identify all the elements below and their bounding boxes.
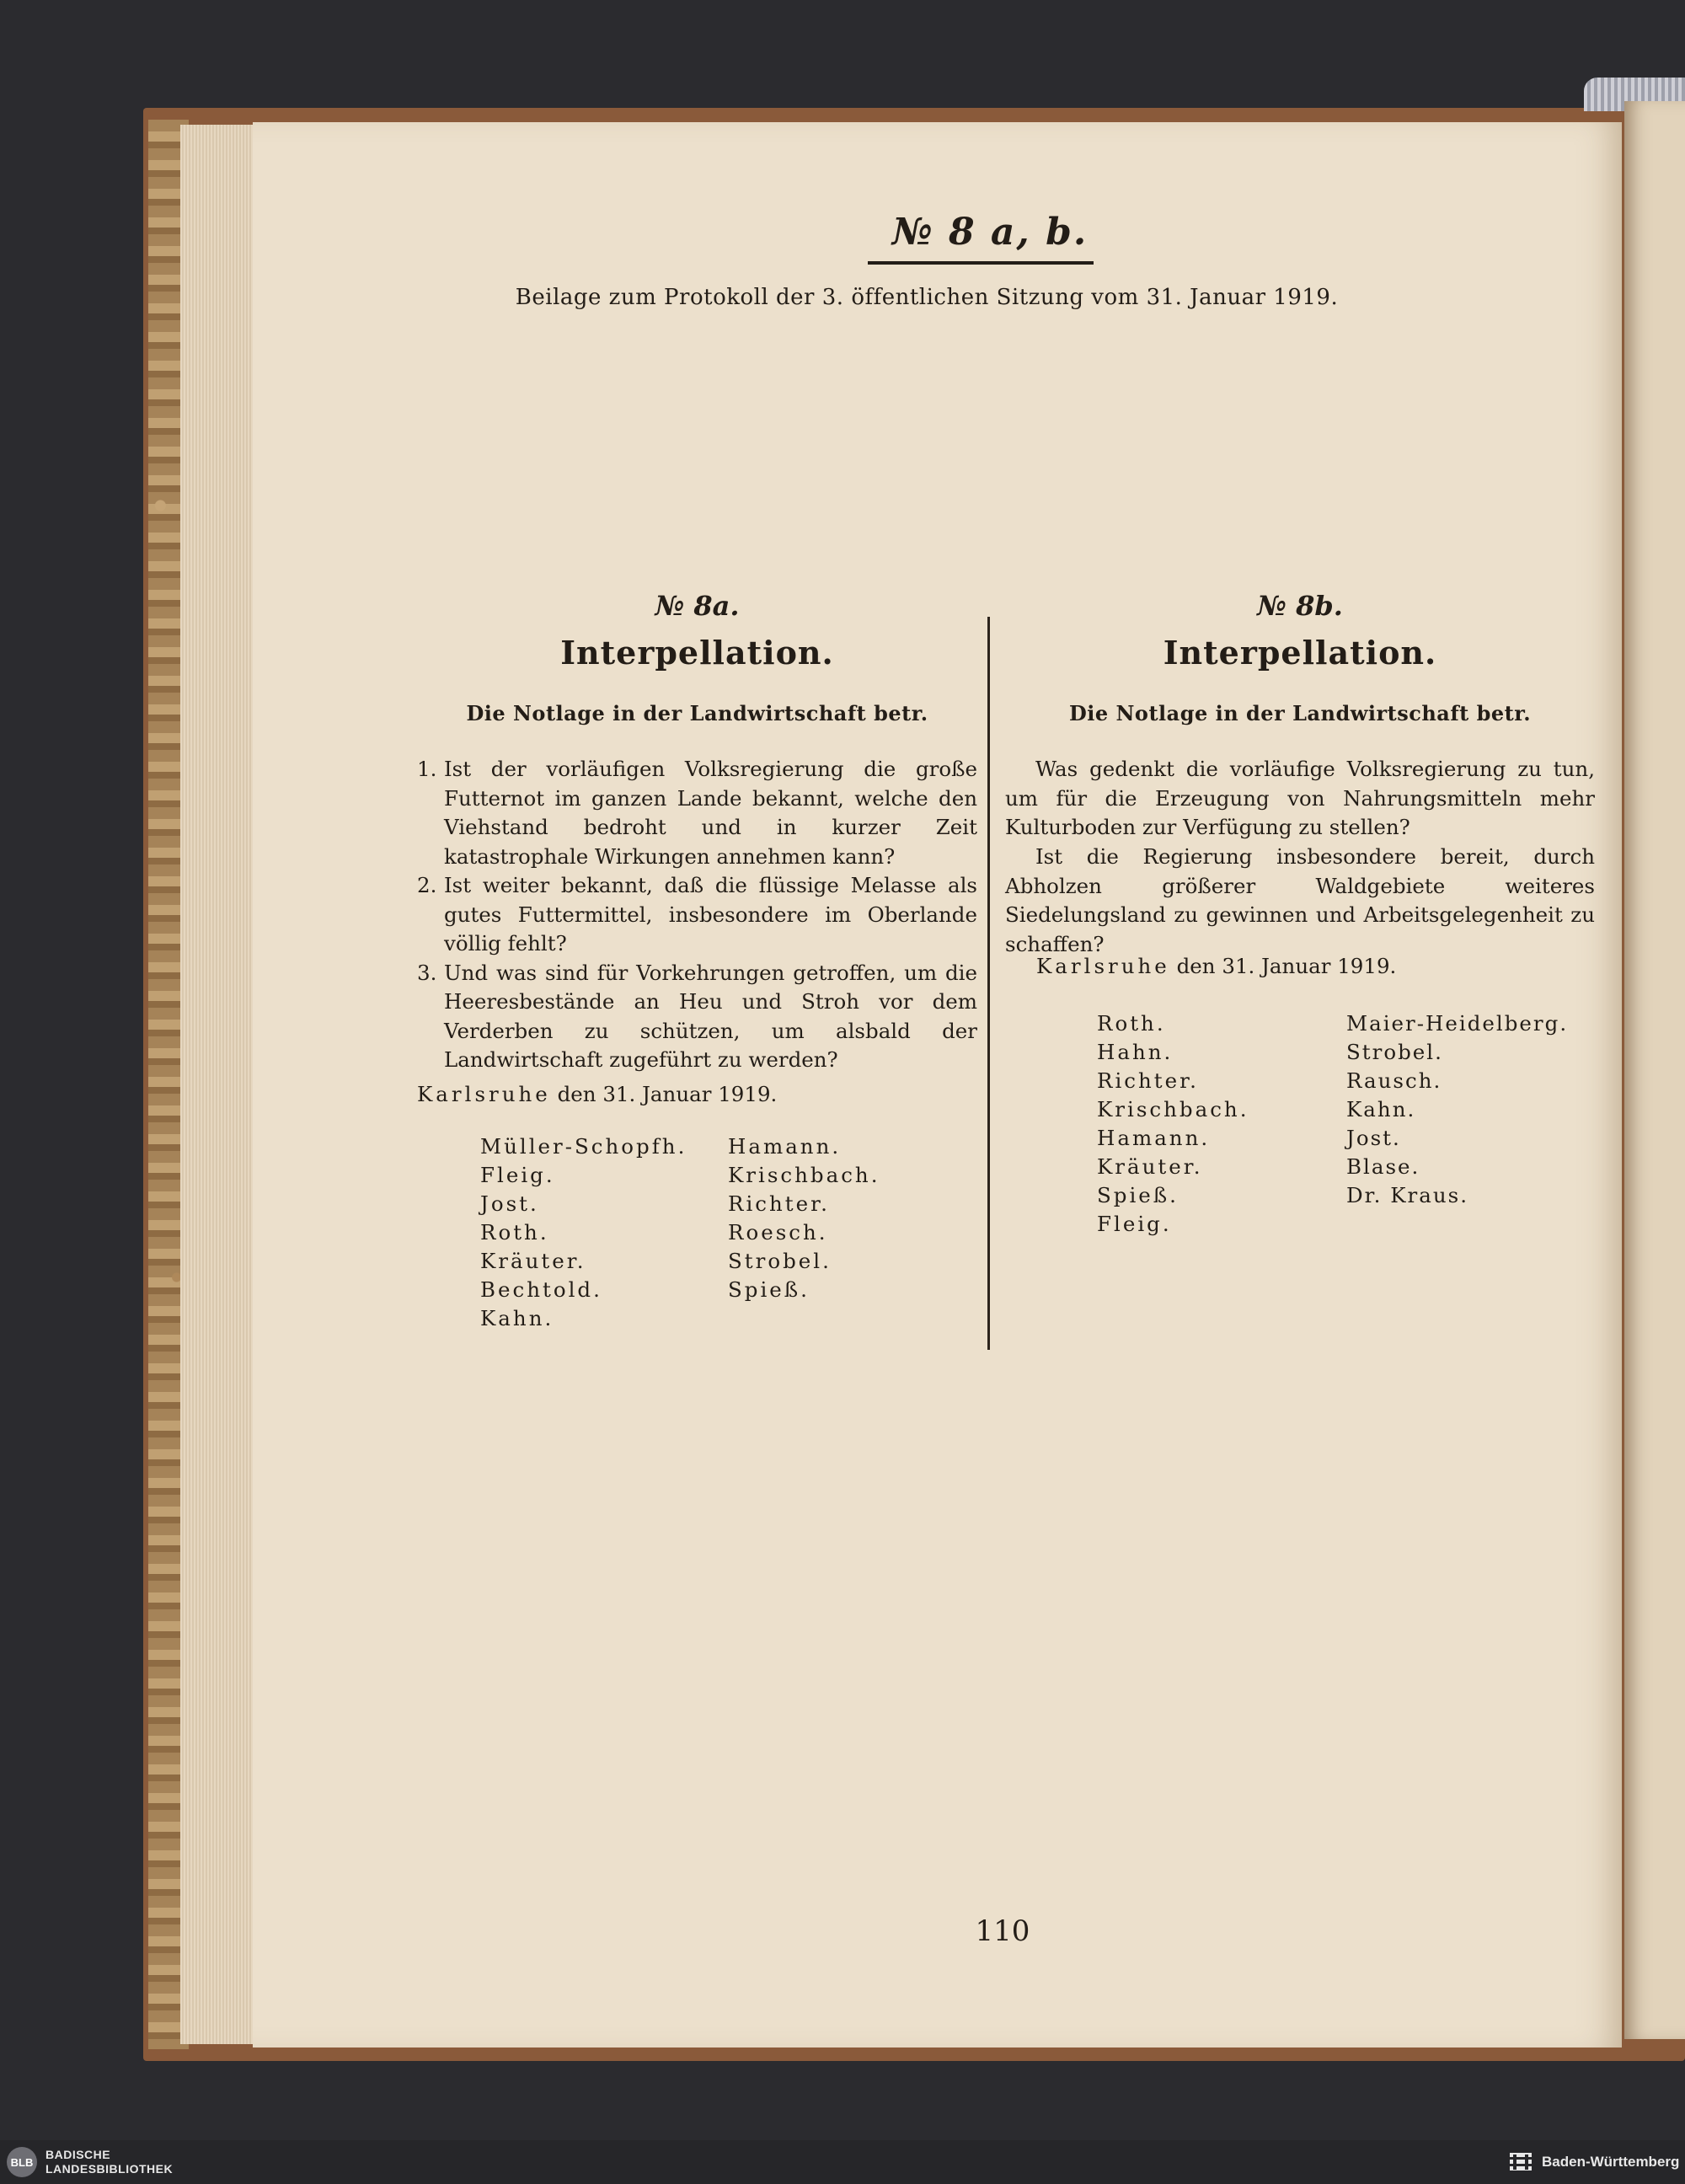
left-questions (417, 755, 977, 1075)
page-edges (180, 125, 253, 2044)
question-item (417, 959, 977, 1075)
left-date-city: Karlsruhe (417, 1082, 551, 1106)
left-date-rest: den 31. Januar 1919. (557, 1082, 778, 1106)
viewer-footer (0, 2140, 1685, 2184)
signer-name: Richter. (728, 1191, 830, 1216)
signer-name: Maier-Heidelberg. (1346, 1011, 1569, 1036)
left-number: № 8a. (655, 590, 740, 622)
page-number: 110 (975, 1914, 1030, 1948)
column-divider (987, 617, 990, 1350)
signer-name: Kräuter. (480, 1249, 586, 1273)
question-text: Und was sind für Vorkehrungen getroffen, um die Heeresbestände an Heu und Stroh vor dem Verderben zu schützen, um alsbald der Landwirtschaft zugeführt zu werden? (444, 960, 977, 1072)
signer-name: Roesch. (728, 1220, 828, 1245)
right-signers-col1 (1097, 1009, 1249, 1239)
right-paragraph-2: Ist die Regierung insbesondere bereit, durch Abholzen größerer Waldgebiete weiteres Siedelungsland zu gewinnen und Arbeitsgelegenheit zu schaffen? (1005, 844, 1595, 956)
signer-name: Roth. (480, 1220, 549, 1245)
signer-name: Bechtold. (480, 1277, 602, 1302)
signer-name: Jost. (480, 1191, 539, 1216)
signer-name: Blase. (1346, 1154, 1420, 1179)
signer-name: Hamann. (728, 1134, 842, 1159)
signer-name: Richter. (1097, 1068, 1199, 1093)
document-number: № 8 a, b. (891, 211, 1089, 254)
signer-name: Krischbach. (1097, 1097, 1249, 1121)
title-underline (868, 261, 1094, 265)
signer-name: Fleig. (480, 1163, 555, 1187)
question-text: Ist weiter bekannt, daß die flüssige Melasse als gutes Futtermittel, insbesondere im Oberlande völlig fehlt? (444, 873, 977, 956)
right-signers-col2 (1346, 1009, 1568, 1210)
right-paragraph-1: Was gedenkt die vorläufige Volksregierung zu tun, um für die Erzeugung von Nahrungsmitteln mehr Kulturboden zur Verfügung zu stellen? (1005, 757, 1595, 839)
signer-name: Spieß. (728, 1277, 810, 1302)
question-number: 1. (417, 757, 437, 781)
question-number: 2. (417, 873, 437, 897)
right-date-city: Karlsruhe (1036, 954, 1170, 978)
state-coat-of-arms-icon[interactable] (1508, 2149, 1533, 2175)
left-topic: Die Notlage in der Landwirtschaft betr. (466, 701, 928, 725)
question-number: 3. (417, 960, 437, 985)
signer-name: Strobel. (1346, 1040, 1443, 1064)
right-date-line (1036, 954, 1396, 978)
signer-name: Rausch. (1346, 1068, 1442, 1093)
library-name (45, 2148, 173, 2176)
question-item (417, 871, 977, 959)
signer-name: Hamann. (1097, 1126, 1211, 1150)
signer-name: Strobel. (728, 1249, 832, 1273)
left-signers-col2 (728, 1132, 880, 1304)
left-date-line (417, 1082, 777, 1106)
left-heading: Interpellation. (560, 634, 834, 672)
right-topic: Die Notlage in der Landwirtschaft betr. (1068, 701, 1532, 725)
library-name-line1: BADISCHE (45, 2148, 111, 2161)
facing-page-edge (1624, 101, 1685, 2039)
question-item (417, 755, 977, 871)
right-number: № 8b. (1257, 590, 1343, 622)
signer-name: Dr. Kraus. (1346, 1183, 1469, 1207)
signer-name: Kräuter. (1097, 1154, 1203, 1179)
signer-name: Hahn. (1097, 1040, 1174, 1064)
signer-name: Kahn. (480, 1306, 554, 1330)
signer-name: Krischbach. (728, 1163, 880, 1187)
left-signers-col1 (480, 1132, 687, 1333)
state-name: Baden-Württemberg (1542, 2154, 1680, 2170)
library-name-line2: LANDESBIBLIOTHEK (45, 2162, 174, 2176)
signer-name: Müller-Schopfh. (480, 1134, 687, 1159)
signer-name: Kahn. (1346, 1097, 1416, 1121)
signer-name: Jost. (1346, 1126, 1401, 1150)
signer-name: Spieß. (1097, 1183, 1179, 1207)
question-text: Ist der vorläufigen Volksregierung die große Futternot im ganzen Lande bekannt, welche den Viehstand bedroht und in kurzer Zeit katastrophale Wirkungen annehmen kann? (444, 757, 977, 869)
signer-name: Roth. (1097, 1011, 1166, 1036)
right-heading: Interpellation. (1163, 634, 1437, 672)
document-subtitle: Beilage zum Protokoll der 3. öffentlichen Sitzung vom 31. Januar 1919. (515, 285, 1339, 310)
signer-name: Fleig. (1097, 1212, 1172, 1236)
right-date-rest: den 31. Januar 1919. (1176, 954, 1397, 978)
library-logo-icon[interactable]: BLB (7, 2147, 37, 2177)
